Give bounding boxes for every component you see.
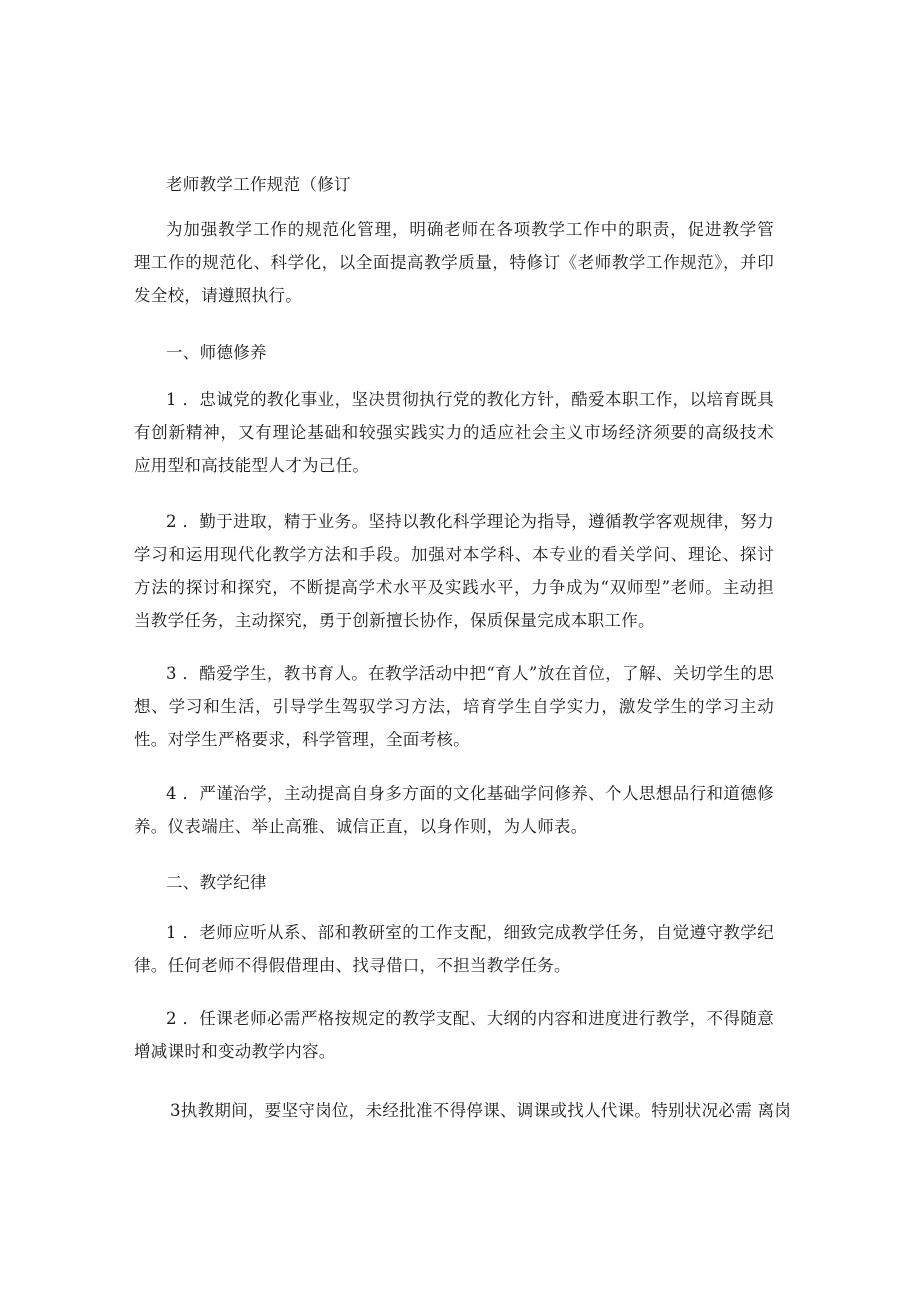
document-title: 老师教学工作规范（修订 [166, 175, 351, 194]
ethics-item-1: 1 ．忠诚党的教化事业，坚决贯彻执行党的教化方针，酷爱本职工作，以培育既具有创新精神，又有理论基础和较强实践实力的适应社会主义市场经济须要的高级技术 应用型和高技能型人才为己任。 [134, 390, 774, 475]
ethics-item-4: 4 ．严谨治学，主动提高自身多方面的文化基础学问修养、个人思想品行和道德修养。仪表端庄、举止高雅、诚信正直，以身作则，为人师表。 [134, 784, 774, 836]
discipline-item-2: 2 ．任课老师必需严格按规定的教学支配、大纲的内容和进度进行教学，不得随意增减课时和变动教学内容。 [134, 1009, 774, 1061]
intro-paragraph: 为加强教学工作的规范化管理，明确老师在各项教学工作中的职责，促进教学管 理工作的规范化、科学化，以全面提高教学质量，特修订《老师教学工作规范》，并印 发全校，请遵照执行。 [134, 220, 774, 305]
ethics-item-3: 3 ．酷爱学生，教书育人。在教学活动中把“育人”放在首位，了解、关切学生的思想、学习和生活，引导学生驾驭学习方法，培育学生自学实力，激发学生的学习主动 性。对学生严格要求，科学管理，全面考核。 [134, 664, 774, 749]
discipline-item-1: 1 ．老师应听从系、部和教研室的工作支配，细致完成教学任务，自觉遵守教学纪律。任何老师不得假借理由、找寻借口，不担当教学任务。 [134, 923, 774, 975]
ethics-item-2: 2 ．勤于进取，精于业务。坚持以教化科学理论为指导，遵循教学客观规律，努力学习和运用现代化教学方法和手段。加强对本学科、本专业的看关学问、理论、探讨 方法的探讨和探究，不断提高学术水平及实践水平，力争成为“双师型”老师。主动担 当教学任务，主动探究，勇于创新擅长协作，保质保量完成本职工作。 [134, 512, 774, 630]
discipline-item-3: 3执教期间，要坚守岗位，未经批准不得停课、调课或找人代课。特别状况必需 离岗 [170, 1101, 792, 1120]
section-heading-discipline: 二、教学纪律 [166, 873, 267, 892]
section-heading-ethics: 一、师德修养 [166, 343, 267, 362]
